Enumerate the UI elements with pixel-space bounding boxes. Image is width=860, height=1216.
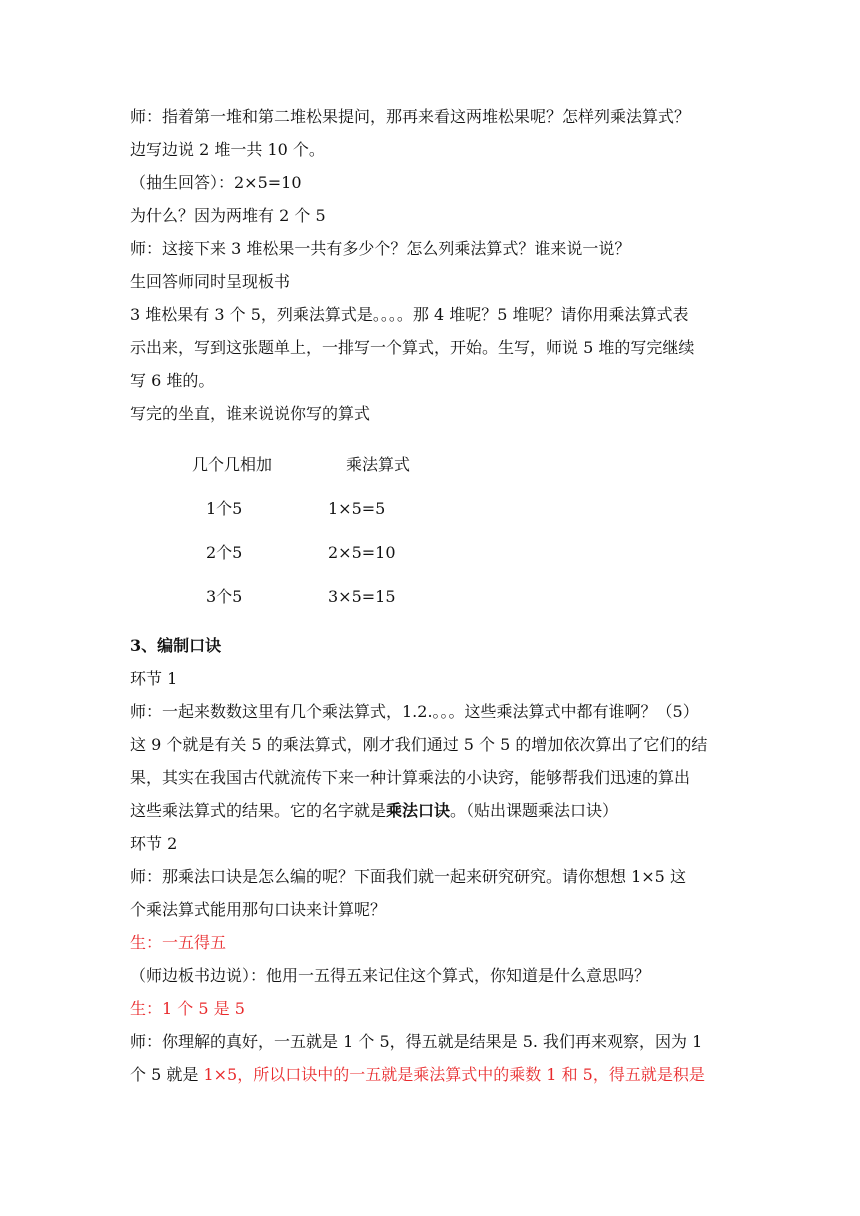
text-line — [130, 1058, 740, 1091]
text-line: 师：那乘法口诀是怎么编的呢？下面我们就一起来研究研究。请你想想 1×5 这 — [130, 867, 686, 886]
text-line: 边写边说 2 堆一共 10 个。 — [130, 140, 325, 159]
table-cell: 1×5=5 — [328, 499, 386, 518]
table-header-cell: 乘法算式 — [346, 455, 411, 474]
text-segment: 。（贴出课题乘法口诀） — [450, 801, 619, 820]
text-line: 师：这接下来 3 堆松果一共有多少个？怎么列乘法算式？谁来说一说？ — [130, 239, 631, 258]
text-line — [130, 794, 740, 827]
text-segment: 这些乘法算式的结果。它的名字就是 — [130, 801, 387, 820]
text-line: 师：指着第一堆和第二堆松果提问，那再来看这两堆松果呢？怎样列乘法算式？ — [130, 107, 691, 126]
text-line: 这 9 个就是有关 5 的乘法算式，刚才我们通过 5 个 5 的增加依次算出了它们的结 — [130, 735, 708, 754]
text-segment: 个 5 就是 — [130, 1065, 204, 1084]
text-line: 写 6 堆的。 — [130, 371, 215, 390]
board-table — [130, 443, 740, 619]
table-header-cell: 几个几相加 — [192, 455, 273, 474]
text-line: （师边板书边说）：他用一五得五来记住这个算式，你知道是什么意思吗？ — [130, 966, 651, 985]
table-cell: 2×5=10 — [328, 543, 396, 562]
table-cell: 1个5 — [206, 499, 243, 518]
step-label: 环节 1 — [130, 669, 178, 688]
text-line: 写完的坐直，谁来说说你写的算式 — [130, 404, 371, 423]
step-label: 环节 2 — [130, 834, 178, 853]
text-line: 示出来，写到这张题单上，一排写一个算式，开始。生写，师说 5 堆的写完继续 — [130, 338, 695, 357]
table-row — [130, 487, 740, 531]
table-row — [130, 531, 740, 575]
text-line: 师：一起来数数这里有几个乘法算式，1.2.。。。这些乘法算式中都有谁啊？（5） — [130, 702, 699, 721]
text-line: 3 堆松果有 3 个 5，列乘法算式是。。。。那 4 堆呢？5 堆呢？请你用乘法算式表 — [130, 305, 689, 324]
highlighted-text: 1×5，所以口诀中的一五就是乘法算式中的乘数 1 和 5，得五就是积是 — [203, 1065, 705, 1084]
document-page — [130, 100, 740, 1091]
table-cell: 3个5 — [206, 587, 243, 606]
text-line: 为什么？因为两堆有 2 个 5 — [130, 206, 326, 225]
student-answer: 生：一五得五 — [130, 933, 227, 952]
text-line: 个乘法算式能用那句口诀来计算呢？ — [130, 900, 387, 919]
section-title: 3、编制口诀 — [130, 636, 222, 655]
text-line: 师：你理解的真好，一五就是 1 个 5，得五就是结果是 5. 我们再来观察，因为 1 — [130, 1032, 703, 1051]
lesson-title-bold: 乘法口诀 — [386, 801, 451, 820]
text-line: 生回答师同时呈现板书 — [130, 272, 291, 291]
text-line: 果，其实在我国古代就流传下来一种计算乘法的小诀窍，能够帮我们迅速的算出 — [130, 768, 691, 787]
table-header-row — [130, 443, 740, 487]
table-row — [130, 575, 740, 619]
table-cell: 2个5 — [206, 543, 243, 562]
student-answer: 生：1 个 5 是 5 — [130, 999, 245, 1018]
table-cell: 3×5=15 — [328, 587, 396, 606]
text-line: （抽生回答）：2×5=10 — [130, 173, 302, 192]
